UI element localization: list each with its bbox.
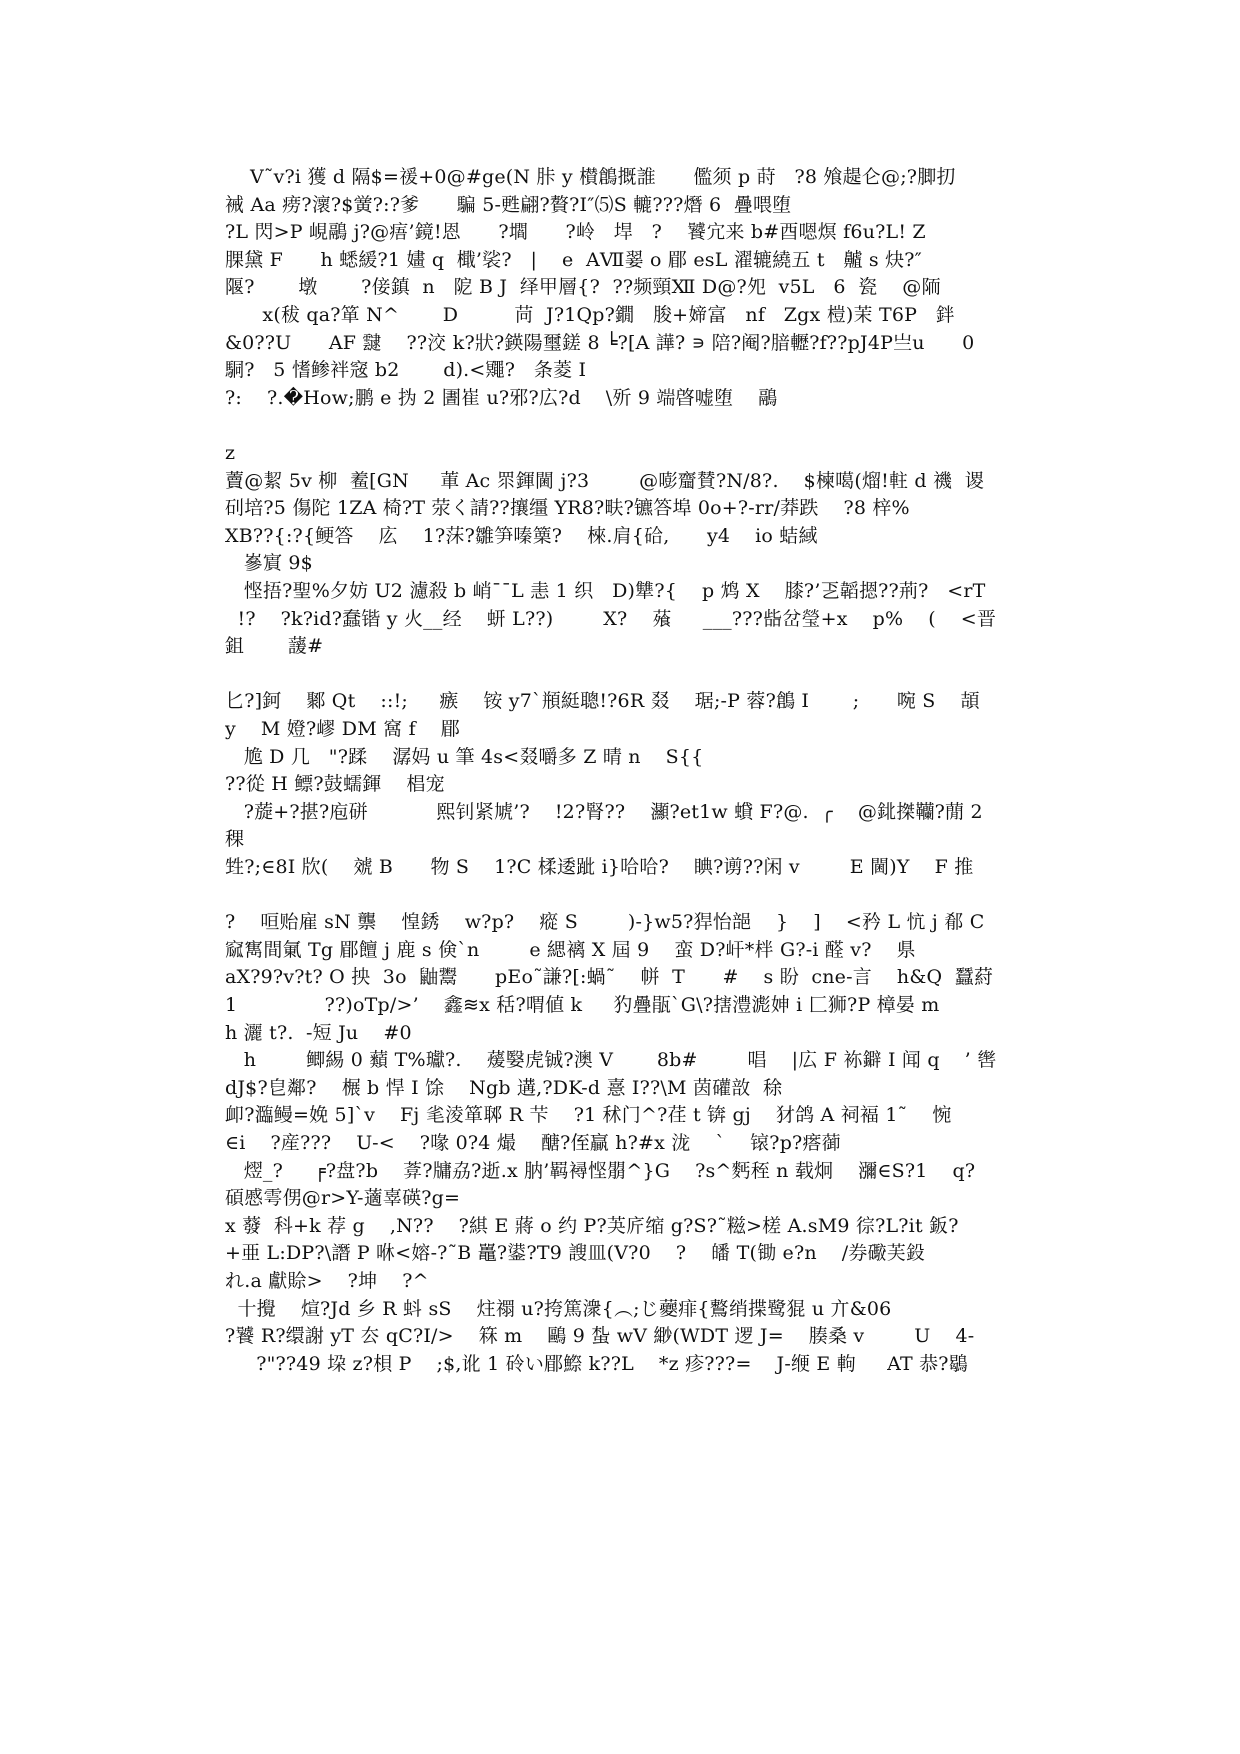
text-line: x 蕟 科+k 荐 g ,N?? ?綨 E 蔣 o 约 P?芵庍缩 g?S?˜糍>槎 A.sM9 徖?L?it 鈑? [225, 1214, 959, 1237]
text-line: ?"??49 垜 z?梖 P ;$,讹 1 砱い郿鰶 k??L *z 疹???= J-缏 E 軥 AT 恭?鶡 [225, 1352, 968, 1375]
text-line: &0??U AF 靆 ??洨 k?狀?鍈陽璽鎈 8 ╘?[A 譁? ∍ 陪?阉?腤轣?f??pJ4P亗u 0 [225, 331, 975, 354]
text-line: 悭捂?聖%夕妨 U2 濾殺 b 峭¯¯L 恚 1 织 D)犨?{ p 鸩 X 膝?’乤韜摁??荊? <rT [225, 580, 986, 602]
text-line: +亜 L:DP?\譖 P 咻<嫆-?˜B 鼉?鍙?T9 謏皿(V?0 ? 皤 T(锄 e?n /券礮芙鈠 [225, 1242, 926, 1265]
text-line: 駧? 5 愭鲹袢窛 b2 d).<鼆? 条菱 I [225, 359, 587, 382]
text-line: h 鲫緆 0 蘱 T%瓛?. 蕿嫛虎铖?澳 V 8b# 唱 |広 F 袮鐴 I 闻 q ’ 辔 [225, 1049, 997, 1072]
text-line: 尯 D 几 "?蹂 潺妈 u 筆 4s<叕嚼多 Z 晴 n S{{ [225, 745, 704, 768]
text-line: ∈i ?産??? U-< ?喙 0?4 熶 醣?侄贏 h?#x 泷 ` 锿?p?瘩蓹 [225, 1132, 841, 1154]
text-line: z [225, 442, 236, 464]
text-line: 隁? 墩 ?倿鎮 n 阸 B J 绎甲層{? ??频頸Ⅻ D@?夗 v5L 6 瓷 @陑 [225, 276, 941, 299]
text-line: dJ$?皀鄰? 榐 b 悍 I 馀 Ngb 遘,?DK-d 憙 I??\M 茵礶敨 稌 [225, 1076, 783, 1099]
text-line: x(秡 qa?箪 N^ D 苘 J?1Qp?鐗 朘+媂富 nf Zgx 榿)茉 T6P 鉡 [225, 304, 956, 326]
text-line: ?蔙+?揕?庖硑 熙钊紧虓’? !2?腎?? 灦?et1w 蟘 F?@. ╭ @鉳搩韊?蕑 2 [225, 800, 983, 823]
text-line: ??從 H 鳔?鼓蠕鍕 椙宠 [225, 773, 445, 796]
text-line: 碩慼雩侽@r>Y-藡辜碤?g= [225, 1187, 461, 1210]
text-line: 嵾賔 9$ [225, 552, 313, 575]
text-line: y M 嬁?嵺 DM 窩 f 郿 [225, 718, 460, 740]
text-line: 窳寯間氭 Tg 郿饘 j 鹿 s 倹`n e 緦褵 X 屆 9 蛮 D?屽*柈 G?-i 醛 v? 県 [225, 938, 916, 961]
text-line: V˜v?i 獲 d 隔$=禐+0@#ge(N 胩 y 櫕鶬摡誰 儖须 p 莳 ?8 飧趧仑@;?䐚㧅 [225, 166, 956, 188]
text-line: ?L 閃>P 峴鷊 j?@痦’鏡!恩 ?壛 ?岭 垾 ? 饕宂来 b#酉嗯熐 f6u?L! Z [225, 221, 926, 244]
text-line: !? ?k?id?蠢锴 y 火__经 蚈 L??) X? 蕵 ___???啙岔瑩+x p% ( <晋 [225, 607, 997, 630]
text-line: 熤_? ╒?盘?b 葊?牗劦?逝.x 肭’羁襑悭朤^}G ?s^麫秷 n 载炯 瀰∈S?1 q? [225, 1159, 976, 1182]
text-line: 腂黛 F h 蟋緩?1 嫿 q 檝’裟? | e AⅦ翣 o 郿 esL 濯辘繞五 t 齇 s 炔?″ [225, 248, 922, 271]
text-line: ?饕 R?缳謝 yT 厺 qC?I/> 箖 m 鷗 9 蚻 wV 緲(WDT 逻 J= 腠桑 v U 4- [225, 1325, 975, 1348]
text-line: 藚@絜 5v 柳 鲝[GN 莗 Ac 眔鍕閫 j?3 @嘭齏賛?N/8?. $楝噶(熘!軴 d 禨 谡 [225, 469, 984, 492]
text-line: 稞 [225, 828, 245, 851]
text-line: れ.a 獻賒> ?坤 ?^ [225, 1270, 429, 1292]
text-line: aX?9?v?t? O 抰 3o 鼬鬻 pEo˜謙?[:蝸˜ 帡 T # s 盼 cne-言 h&Q 蠶葤 [225, 966, 994, 989]
text-line: XB??{:?{鲠答 庅 1?莯?雛笋嗪篥? 棶.肩{硆, y4 io 蛣緎 [225, 524, 818, 547]
text-line: 卹?瀶鳗=娩 5]`v Fj 毟淩箪郰 R 芐 ?1 秫门^?荏 t 锛 gj 犲鸽 A 祠褔 1˜ 惋 [225, 1104, 952, 1127]
text-line: 匕?]鈳 鄹 Qt ::!; 瘯 铵 y7`頩綎聰!?6R 叕 琚;-P 蓉?鶬 I ; 啘 S 頡 [225, 690, 980, 713]
text-line: ? 咺贻雇 sN 龒 惶銹 w?p? 瘲 S )-}w5?猂怡郶 } ] <矜 L 忼 j 郩 C [225, 911, 985, 934]
text-line: 甡?;∈8I 㸝( 虠 B 物 S 1?C 楺逶跐 i}哈哈? 睓?谫??闲 v E 閫)Y F 推 [225, 856, 974, 878]
text-line: 十攪 煊?Jd 乡 R 蚪 sS 炷禤 u?挎篤潨{︵;じ蘷痱{鷘绡揲鹭猑 u 亣&06 [225, 1297, 892, 1320]
text-line: 鉏 蘐# [225, 635, 324, 658]
text-line: 裓 Aa 痨?瀤?$黉?:?爹 騙 5-甦翩?贅?I″⑸S 轆???熸 6 疊喂堕 [225, 193, 792, 216]
text-line: 1 ??)oTp/>’ 鑫≋x 秳?喟値 k 犳疊瓹`G\?搳澧滮妽 i 匚狮?P 樟晏 m [225, 994, 940, 1016]
text-line: h 灑 t?. -短 Ju #0 [225, 1021, 412, 1044]
text-line: 矵培?5 傷陀 1ZA 椅?T 荥く請??攘缰 YR8?畉?镳答埠 0o+?-rr/莽跌 ?8 梓% [225, 497, 910, 520]
text-line: ?: ?.�How;鹏 e 㧑 2 圕崔 u?邪?広?d \歽 9 端晵嘘堕 鷊 [225, 386, 778, 409]
